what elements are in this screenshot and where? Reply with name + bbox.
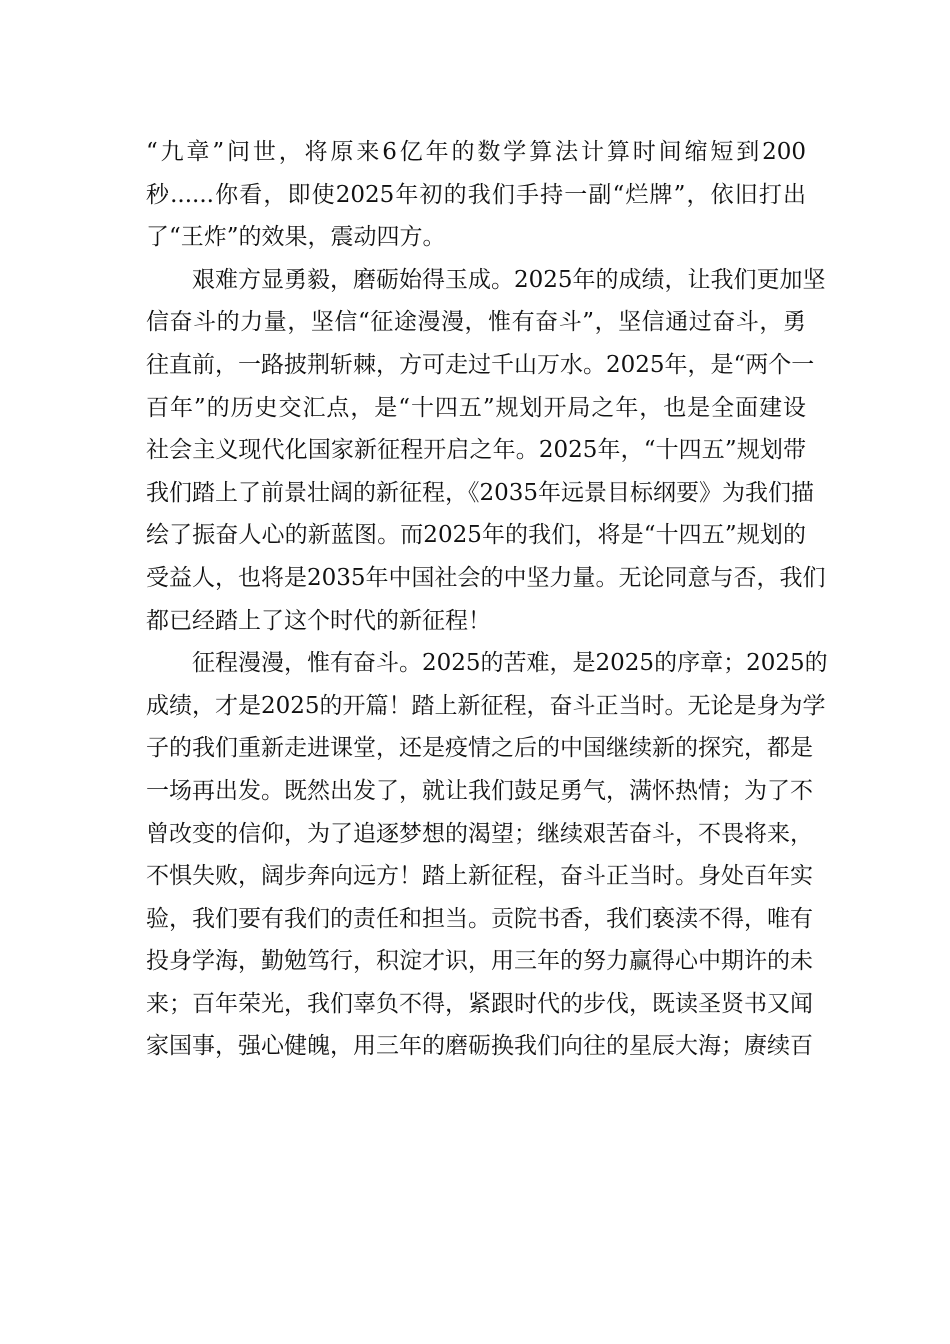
text-line: 验，我们要有我们的责任和担当。贡院书香，我们亵渎不得，唯有	[146, 905, 813, 932]
text-line: 了“王炸”的效果，震动四方。	[146, 224, 446, 251]
text-line: 子的我们重新走进课堂，还是疫情之后的中国继续新的探究，都是	[146, 735, 813, 762]
text-line: 来；百年荣光，我们辜负不得，紧跟时代的步伐，既读圣贤书又闻	[146, 990, 813, 1017]
text-line: 投身学海，勤勉笃行，积淀才识，用三年的努力赢得心中期许的未	[146, 948, 813, 975]
text-line: 百年”的历史交汇点，是“十四五”规划开局之年，也是全面建设	[146, 394, 806, 421]
text-line: 绘了振奋人心的新蓝图。而2025年的我们，将是“十四五”规划的	[146, 522, 806, 549]
text-line: 曾改变的信仰，为了追逐梦想的渴望；继续艰苦奋斗，不畏将来，	[146, 820, 813, 847]
text-line: 社会主义现代化国家新征程开启之年。2025年，“十四五”规划带	[146, 437, 806, 464]
document-body	[146, 131, 828, 1068]
text-line: 我们踏上了前景壮阔的新征程，《2035年远景目标纲要》为我们描	[146, 479, 815, 506]
text-line: 艰难方显勇毅，磨砺始得玉成。2025年的成绩，让我们更加坚	[192, 266, 826, 293]
text-line: 都已经踏上了这个时代的新征程！	[146, 607, 491, 634]
text-line: 一场再出发。既然出发了，就让我们鼓足勇气，满怀热情；为了不	[146, 777, 813, 804]
text-line: 家国事，强心健魄，用三年的磨砺换我们向往的星辰大海；赓续百	[146, 1033, 813, 1060]
text-line: 往直前，一路披荆斩棘，方可走过千山万水。2025年，是“两个一	[146, 351, 815, 378]
text-line: 征程漫漫，惟有奋斗。2025的苦难，是2025的序章；2025的	[192, 650, 828, 677]
text-line: 受益人，也将是2035年中国社会的中坚力量。无论同意与否，我们	[146, 564, 826, 591]
text-line: 成绩，才是2025的开篇！踏上新征程，奋斗正当时。无论是身为学	[146, 692, 826, 719]
text-line: 不惧失败，阔步奔向远方！踏上新征程，奋斗正当时。身处百年实	[146, 863, 813, 890]
text-line: “九章”问世，将原来6亿年的数学算法计算时间缩短到200	[146, 139, 806, 165]
text-line: 秒......你看，即使2025年初的我们手持一副“烂牌”，依旧打出	[146, 181, 806, 208]
text-line: 信奋斗的力量，坚信“征途漫漫，惟有奋斗”，坚信通过奋斗，勇	[146, 309, 806, 336]
